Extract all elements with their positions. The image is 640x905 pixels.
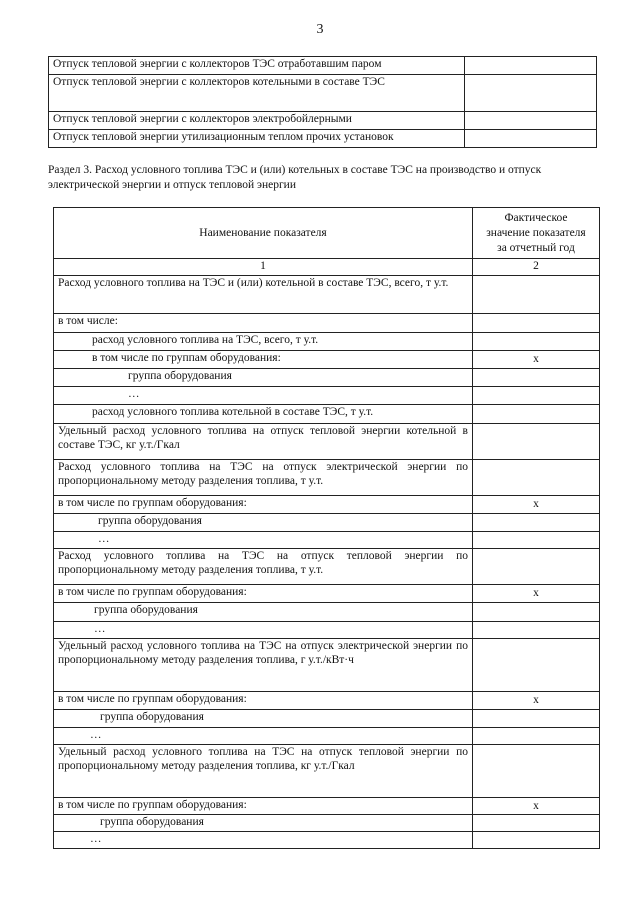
row-label: группа оборудования <box>54 710 473 728</box>
value-cell[interactable] <box>473 387 600 405</box>
section-title: Раздел 3. Расход условного топлива ТЭС и (или) котельных в составе ТЭС на производство и отпуск электрической энергии и отпуск тепловой энергии <box>48 164 542 191</box>
row-label: группа оборудования <box>54 514 473 532</box>
row-label: Расход условного топлива на ТЭС и (или) котельной в составе ТЭС, всего, т у.т. <box>54 276 473 314</box>
not-applicable-mark: x <box>533 694 539 706</box>
value-cell[interactable] <box>473 424 600 460</box>
value-cell[interactable] <box>473 815 600 832</box>
table-row <box>54 832 600 849</box>
table-row <box>54 276 600 314</box>
table-row <box>54 314 600 333</box>
row-label: Отпуск тепловой энергии с коллекторов электробойлерными <box>49 112 465 130</box>
value-cell[interactable] <box>473 460 600 496</box>
value-cell[interactable] <box>465 112 597 130</box>
row-label: … <box>54 387 473 405</box>
value-cell[interactable] <box>473 728 600 745</box>
value-cell[interactable] <box>473 639 600 692</box>
table-row <box>54 351 600 369</box>
table-row <box>54 460 600 496</box>
row-label: в том числе по группам оборудования: <box>54 692 473 710</box>
table-row <box>54 728 600 745</box>
not-applicable-mark: x <box>533 353 539 365</box>
row-label: Удельный расход условного топлива на отпуск тепловой энергии котельной в составе ТЭС, кг у.т./Гкал <box>54 424 473 460</box>
table-row <box>49 75 597 112</box>
table-row <box>54 496 600 514</box>
row-label: в том числе по группам оборудования: <box>54 798 473 815</box>
value-cell[interactable] <box>473 832 600 849</box>
row-label: группа оборудования <box>54 603 473 622</box>
row-label: … <box>54 832 473 849</box>
row-label: Отпуск тепловой энергии с коллекторов котельными в составе ТЭС <box>49 75 465 112</box>
header-value <box>473 208 600 259</box>
table-row <box>54 710 600 728</box>
table-row <box>49 130 597 148</box>
value-cell-marked <box>473 585 600 603</box>
value-cell[interactable] <box>473 369 600 387</box>
column-number-1: 1 <box>54 259 473 276</box>
row-label: расход условного топлива на ТЭС, всего, т у.т. <box>54 333 473 351</box>
value-cell[interactable] <box>473 514 600 532</box>
column-number-2: 2 <box>473 259 600 276</box>
table-row <box>54 333 600 351</box>
row-label: … <box>54 622 473 639</box>
table-row <box>54 622 600 639</box>
not-applicable-mark: x <box>533 587 539 599</box>
row-label: в том числе: <box>54 314 473 333</box>
row-label: группа оборудования <box>54 815 473 832</box>
table-row <box>54 603 600 622</box>
header-value-line: за отчетный год <box>497 241 575 254</box>
row-label: Отпуск тепловой энергии с коллекторов ТЭС отработавшим паром <box>49 57 465 75</box>
row-label: … <box>54 728 473 745</box>
row-label: Расход условного топлива на ТЭС на отпуск электрической энергии по пропорциональному методу разделения топлива, т у.т. <box>54 460 473 496</box>
row-label: … <box>54 532 473 549</box>
column-number-row <box>54 259 600 276</box>
table-row <box>49 112 597 130</box>
fuel-consumption-table <box>53 207 600 849</box>
value-cell[interactable] <box>473 549 600 585</box>
value-cell-marked <box>473 798 600 815</box>
value-cell-marked <box>473 496 600 514</box>
table-row <box>54 745 600 798</box>
table-row <box>54 815 600 832</box>
table-row <box>54 692 600 710</box>
value-cell[interactable] <box>465 75 597 112</box>
value-cell[interactable] <box>473 603 600 622</box>
value-cell[interactable] <box>465 130 597 148</box>
table-row <box>54 405 600 424</box>
header-value-line: Фактическое <box>504 211 568 224</box>
value-cell[interactable] <box>473 405 600 424</box>
table-row <box>54 639 600 692</box>
value-cell[interactable] <box>473 622 600 639</box>
row-label: расход условного топлива котельной в составе ТЭС, т у.т. <box>54 405 473 424</box>
value-cell[interactable] <box>473 710 600 728</box>
table-row <box>49 57 597 75</box>
table-row <box>54 798 600 815</box>
value-cell-marked <box>473 692 600 710</box>
row-label: Удельный расход условного топлива на ТЭС на отпуск электрической энергии по пропорциональному методу разделения топлива, г у.т./кВт·ч <box>54 639 473 692</box>
row-label: в том числе по группам оборудования: <box>54 585 473 603</box>
value-cell[interactable] <box>473 745 600 798</box>
value-cell[interactable] <box>473 333 600 351</box>
header-row <box>54 208 600 259</box>
not-applicable-mark: x <box>533 498 539 510</box>
heat-supply-table <box>48 56 597 148</box>
row-label: в том числе по группам оборудования: <box>54 351 473 369</box>
row-label: группа оборудования <box>54 369 473 387</box>
header-value-line: значение показателя <box>486 226 586 239</box>
header-name: Наименование показателя <box>54 208 473 259</box>
not-applicable-mark: x <box>533 800 539 812</box>
value-cell[interactable] <box>473 276 600 314</box>
table-row <box>54 532 600 549</box>
row-label: Расход условного топлива на ТЭС на отпуск тепловой энергии по пропорциональному методу разделения топлива, т у.т. <box>54 549 473 585</box>
row-label: в том числе по группам оборудования: <box>54 496 473 514</box>
table-row <box>54 585 600 603</box>
table-row <box>54 549 600 585</box>
value-cell[interactable] <box>473 532 600 549</box>
value-cell[interactable] <box>473 314 600 333</box>
row-label: Отпуск тепловой энергии утилизационным теплом прочих установок <box>49 130 465 148</box>
table-row <box>54 387 600 405</box>
page-number: 3 <box>316 22 324 37</box>
value-cell-marked <box>473 351 600 369</box>
table-row <box>54 369 600 387</box>
table-row <box>54 514 600 532</box>
row-label: Удельный расход условного топлива на ТЭС на отпуск тепловой энергии по пропорциональному методу разделения топлива, кг у.т./Гкал <box>54 745 473 798</box>
table-row <box>54 424 600 460</box>
value-cell[interactable] <box>465 57 597 75</box>
